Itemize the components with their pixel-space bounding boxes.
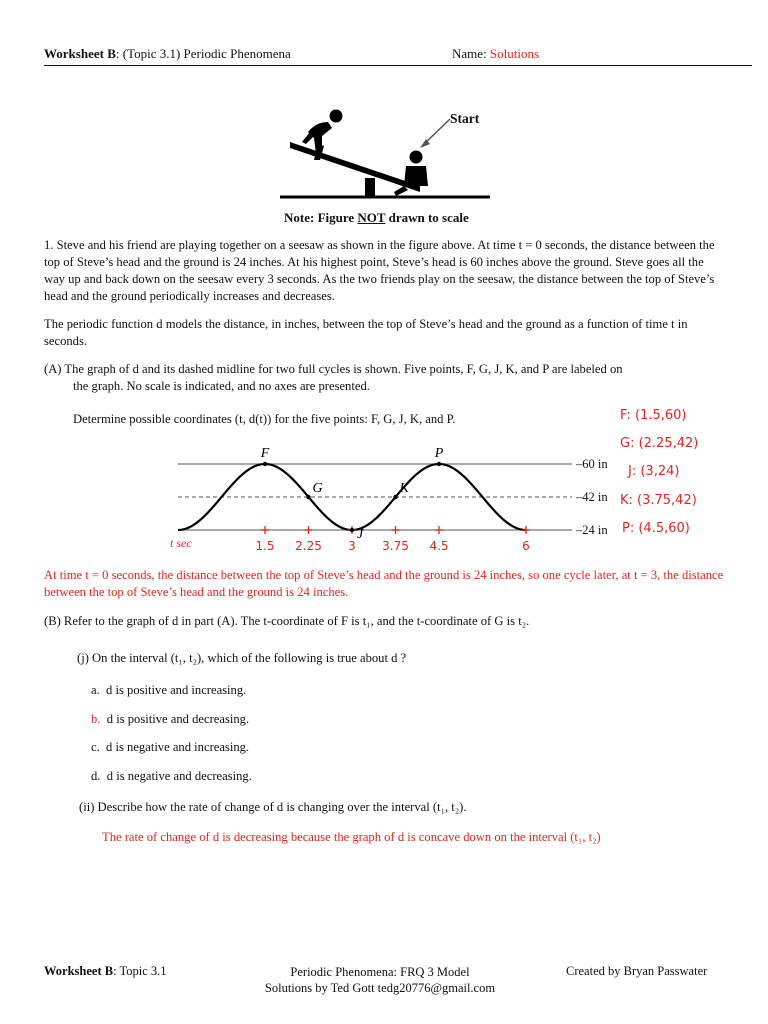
tick-label: 3.75 — [382, 539, 409, 553]
option-c: c. d is negative and increasing. — [91, 740, 250, 754]
hline-label: –42 in — [576, 490, 608, 504]
option-a: a. d is positive and increasing. — [91, 683, 247, 697]
header-rule — [44, 65, 752, 66]
point-K — [393, 495, 397, 499]
question-1-function: The periodic function d models the distance, in inches, between the top of Steve’s head and the ground as a function of time t in seconds. — [44, 317, 688, 348]
point-label-K: K — [399, 481, 409, 496]
periodic-graph — [160, 442, 620, 560]
tick-label: 1.5 — [255, 539, 275, 553]
answer-g: G: (2.25,42) — [620, 436, 699, 451]
red-note: At time t = 0 seconds, the distance between the top of Steve’s head and the ground is 24 inches, so one cycle later, at t = 3, the distance between the top of Steve’s head and the ground is 24 inches. — [44, 568, 724, 599]
part-ii-answer: The rate of change of d is decreasing because the graph of d is concave down on the interval (t₁, t₂) — [102, 830, 601, 844]
point-label-G: G — [312, 481, 323, 496]
worksheet-title: Worksheet B: (Topic 3.1) Periodic Phenomena — [44, 46, 291, 61]
name-field: Name: Solutions — [452, 46, 540, 61]
part-a-text: (A) The graph of d and its dashed midline for two full cycles is shown. Five points, F, G, J, K, and P are labeled on the graph. No scale is indicated, and no axes are presented. — [44, 362, 623, 393]
footer-left: Worksheet B: Topic 3.1 — [44, 964, 167, 978]
x-axis-label: t sec — [170, 536, 192, 550]
answer-f: F: (1.5,60) — [620, 408, 687, 423]
tick-label: 6 — [522, 539, 530, 553]
option-d: d. d is negative and decreasing. — [91, 769, 252, 783]
part-ii-question: (ii) Describe how the rate of change of d is changing over the interval (t₁, t₂). — [79, 800, 467, 814]
option-b: b. d is positive and decreasing. — [91, 712, 250, 726]
point-F — [263, 462, 267, 466]
part-b-intro: (B) Refer to the graph of d in part (A). The t-coordinate of F is t₁, and the t-coordinate of G is t₂. — [44, 614, 530, 628]
footer-right: Created by Bryan Passwater — [566, 964, 708, 978]
point-label-P: P — [434, 446, 444, 461]
hline-label: –24 in — [576, 523, 608, 537]
answer-p: P: (4.5,60) — [622, 521, 690, 536]
point-label-F: F — [260, 446, 270, 461]
part-a-determine: Determine possible coordinates (t, d(t)) for the five points: F, G, J, K, and P. — [73, 412, 456, 426]
tick-label: 4.5 — [429, 539, 449, 553]
footer-center: Periodic Phenomena: FRQ 3 Model Solutions by Ted Gott tedg20776@gmail.com — [264, 965, 496, 995]
question-1-text: 1. Steve and his friend are playing together on a seesaw as shown in the figure above. At time t = 0 seconds, the distance between the top of Steve’s head and the ground is 24 inches. At his highest point, Steve’s head is 60 inches above the ground. Steve goes all the way up and back down on the seesaw every 3 seconds. As the two friends play on the seesaw, the distance between the top of Steve’s head and the ground periodically increases and decreases. — [44, 238, 715, 303]
point-J — [350, 528, 354, 532]
answer-j: J: (3,24) — [628, 464, 680, 479]
answer-k: K: (3.75,42) — [620, 493, 697, 508]
tick-label: 2.25 — [295, 539, 322, 553]
hline-label: –60 in — [576, 457, 608, 471]
point-P — [437, 462, 441, 466]
tick-label: 3 — [348, 539, 356, 553]
point-G — [306, 495, 310, 499]
point-label-J: J — [357, 527, 364, 542]
figure-note: Note: Figure NOT drawn to scale — [284, 210, 469, 225]
start-label: Start — [450, 111, 480, 126]
part-j-question: (j) On the interval (t₁, t₂), which of the following is true about d ? — [77, 651, 407, 665]
